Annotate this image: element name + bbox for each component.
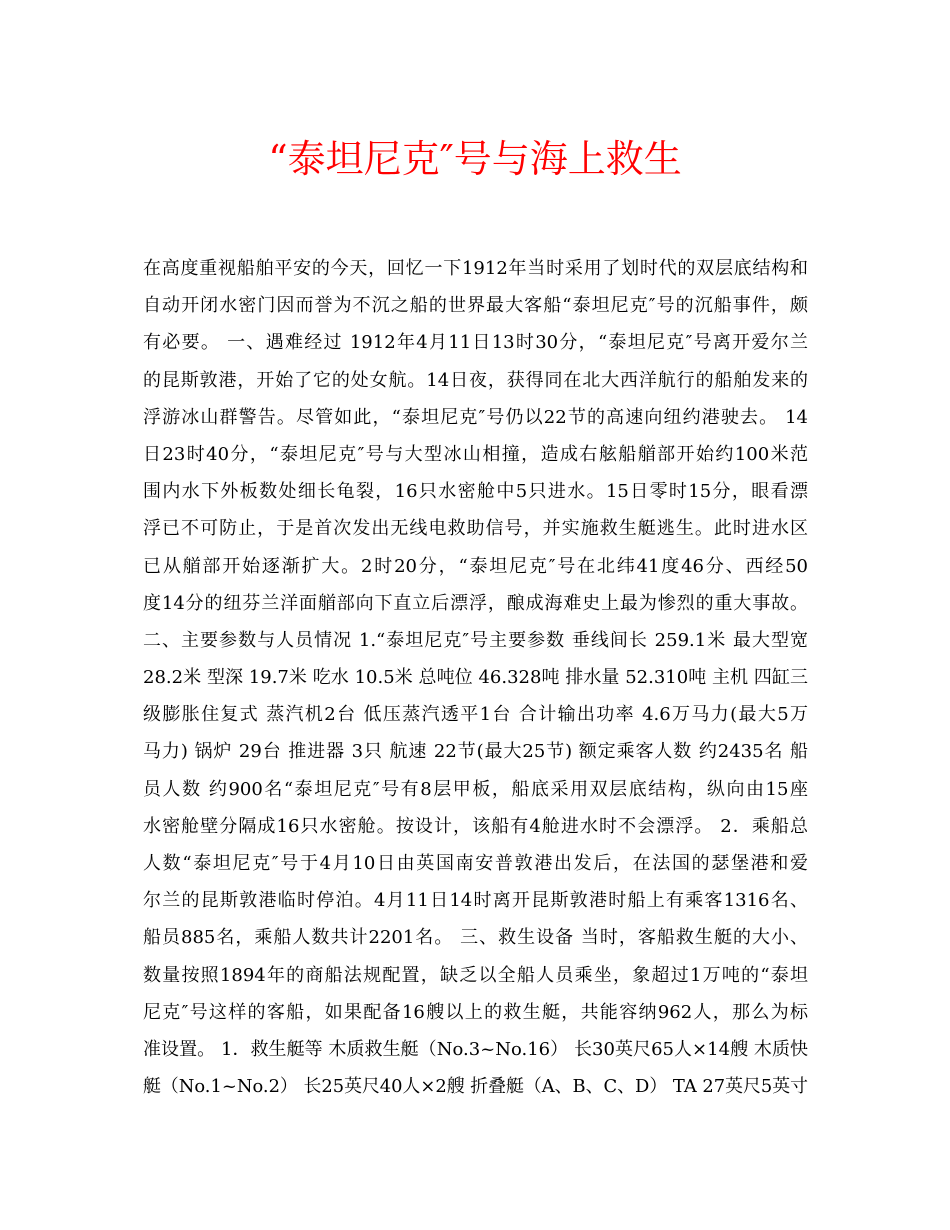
body-line: 二、主要参数与人员情况 1.“泰坦尼克″号主要参数 垂线间长 259.1米 最大型宽 <box>143 629 808 651</box>
body-line: 员人数 约900名“泰坦尼克″号有8层甲板，船底采用双层底结构，纵向由15座 <box>143 778 808 800</box>
body-line: 度14分的纽芬兰洋面艏部向下直立后漂浮，酿成海难史上最为惨烈的重大事故。 <box>143 592 808 614</box>
body-line: 数量按照1894年的商船法规配置，缺乏以全船人员乘坐，象超过1万吨的“泰坦 <box>143 964 808 986</box>
body-line: 的昆斯敦港，开始了它的处女航。14日夜，获得同在北大西洋航行的船舶发来的 <box>143 369 808 391</box>
body-line: 浮游冰山群警告。尽管如此，“泰坦尼克″号仍以22节的高速向纽约港驶去。 14 <box>143 406 808 428</box>
body-line: 围内水下外板数处细长龟裂，16只水密舱中5只进水。15日零时15分，眼看漂 <box>143 481 808 503</box>
body-line: 准设置。 1．救生艇等 木质救生艇（No.3~No.16） 长30英尺65人×14艘 木质快 <box>143 1038 808 1060</box>
body-line: 日23时40分，“泰坦尼克″号与大型冰山相撞，造成右舷船艏部开始约100米范 <box>143 443 808 465</box>
body-line: 艇（No.1~No.2） 长25英尺40人×2艘 折叠艇（A、B、C、D） TA 27英尺5英寸 <box>143 1076 808 1098</box>
body-line: 人数“泰坦尼克″号于4月10日由英国南安普敦港出发后，在法国的瑟堡港和爱 <box>143 853 808 874</box>
body-line: 浮已不可防止，于是首次发出无线电救助信号，并实施救生艇逃生。此时进水区 <box>143 518 808 540</box>
document-title: “泰坦尼克″号与海上救生 <box>268 137 682 181</box>
body-line: 有必要。 一、遇难经过 1912年4月11日13时30分，“泰坦尼克″号离开爱尔兰 <box>143 332 808 354</box>
document-body <box>143 250 808 1105</box>
body-line: 尔兰的昆斯敦港临时停泊。4月11日14时离开昆斯敦港时船上有乘客1316名、 <box>143 890 808 912</box>
body-line: 在高度重视船舶平安的今天，回忆一下1912年当时采用了划时代的双层底结构和 <box>143 258 808 279</box>
body-line: 尼克″号这样的客船，如果配备16艘以上的救生艇，共能容纳962人，那么为标 <box>143 1001 808 1023</box>
body-line: 级膨胀住复式 蒸汽机2台 低压蒸汽透平1台 合计输出功率 4.6万马力(最大5万 <box>143 704 808 726</box>
body-line: 已从艏部开始逐渐扩大。2时20分，“泰坦尼克″号在北纬41度46分、西经50 <box>143 555 808 577</box>
body-line: 水密舱壁分隔成16只水密舱。按设计，该船有4舱进水时不会漂浮。 2．乘船总 <box>143 815 808 837</box>
body-line: 自动开闭水密门因而誉为不沉之船的世界最大客船“泰坦尼克″号的沉船事件，颇 <box>143 295 808 317</box>
body-line: 28.2米 型深 19.7米 吃水 10.5米 总吨位 46.328吨 排水量 52.310吨 主机 四缸三 <box>143 667 808 689</box>
body-line: 马力) 锅炉 29台 推进器 3只 航速 22节(最大25节) 额定乘客人数 约2435名 船 <box>143 741 808 763</box>
body-line: 船员885名，乘船人数共计2201名。 三、救生设备 当时，客船救生艇的大小、 <box>143 927 808 949</box>
